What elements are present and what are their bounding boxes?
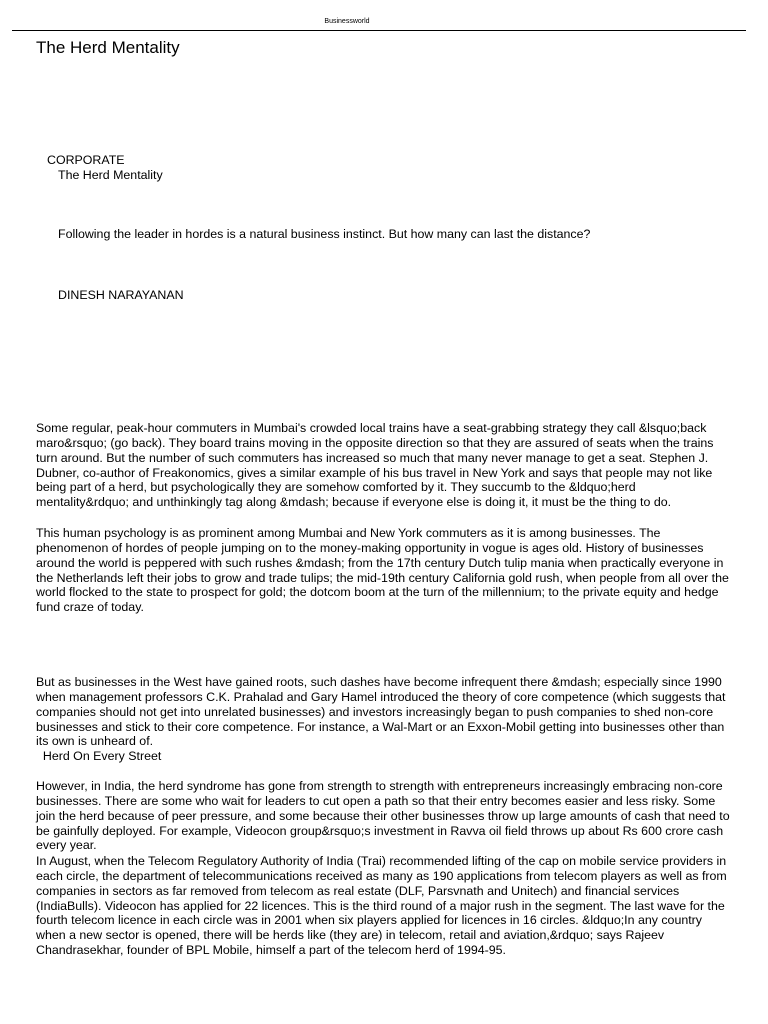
body-paragraph-4: However, in India, the herd syndrome has gone from strength to strength with entrepreneurs increasingly embracing non-core businesses. There are some who wait for leaders to cut open a path so that their entry becomes easier and less risky. Some join the herd because of peer pressure, and some because their other businesses throw up large amounts of cash that need to be gainfully deployed. For example, Videocon group&rsquo;s investment in Ravva oil field throws up about Rs 600 crore cash every year. <box>36 779 730 853</box>
article-subhead: Herd On Every Street <box>36 749 162 763</box>
body-paragraph-5: In August, when the Telecom Regulatory Authority of India (Trai) recommended lifting of the cap on mobile service providers in each circle, the department of telecommunications received as many as 190 applications from telecom players as well as from companies in sectors as far removed from telecom as real estate (DLF, Parsvnath and Unitech) and financial services (IndiaBulls). Videocon has applied for 22 licences. This is the third round of a major rush in the segment. The last wave for the fourth telecom licence in each circle was in 2001 when six players applied for licences in 16 circles. &ldquo;In any country when a new sector is opened, there will be herds like (they are) in telecom, retail and aviation,&rdquo; says Rajeev Chandrasekhar, founder of BPL Mobile, himself a part of the telecom herd of 1994-95. <box>36 854 727 958</box>
body-paragraph-2: This human psychology is as prominent among Mumbai and New York commuters as it is among businesses. The phenomenon of hordes of people jumping on to the money-making opportunity in vogue is ages old. History of businesses around the world is peppered with such rushes &mdash; from the 17th century Dutch tulip mania when practically everyone in the Netherlands left their jobs to grow and trade tulips; the mid-19th century California gold rush, when people from all over the world flocked to the state to prospect for gold; the dotcom boom at the turn of the millennium; to the private equity and hedge fund craze of today. <box>36 526 729 615</box>
header-divider <box>12 30 746 31</box>
article-headline: The Herd Mentality <box>58 168 163 182</box>
body-paragraph-1: Some regular, peak-hour commuters in Mumbai's crowded local trains have a seat-grabbing strategy they call &lsquo;back maro&rsquo; (go back). They board trains moving in the opposite direction so that they are assured of seats when the trains turn around. But the number of such commuters has increased so much that many never manage to get a seat. Stephen J. Dubner, co-author of Freakonomics, gives a similar example of his bus travel in New York and says that people may not like being part of a herd, but psychologically they are somehow comforted by it. They succumb to the &ldquo;herd mentality&rdquo; and unthinkingly tag along &mdash; because if everyone else is doing it, it must be the thing to do. <box>36 421 714 510</box>
document-title: The Herd Mentality <box>36 38 180 57</box>
article-byline: DINESH NARAYANAN <box>58 288 184 302</box>
article-standfirst: Following the leader in hordes is a natural business instinct. But how many can last the distance? <box>58 227 591 241</box>
section-label: CORPORATE <box>47 153 125 167</box>
body-paragraph-3: But as businesses in the West have gained roots, such dashes have become infrequent there &mdash; especially since 1990 when management professors C.K. Prahalad and Gary Hamel introduced the theory of core competence (which suggests that companies should not get into unrelated businesses) and investors increasingly began to push companies to shed non-core businesses and stick to their core competence. For instance, a Wal-Mart or an Exxon-Mobil getting into businesses other than its own is unheard of. <box>36 675 726 749</box>
publication-header: Businessworld <box>324 18 370 25</box>
